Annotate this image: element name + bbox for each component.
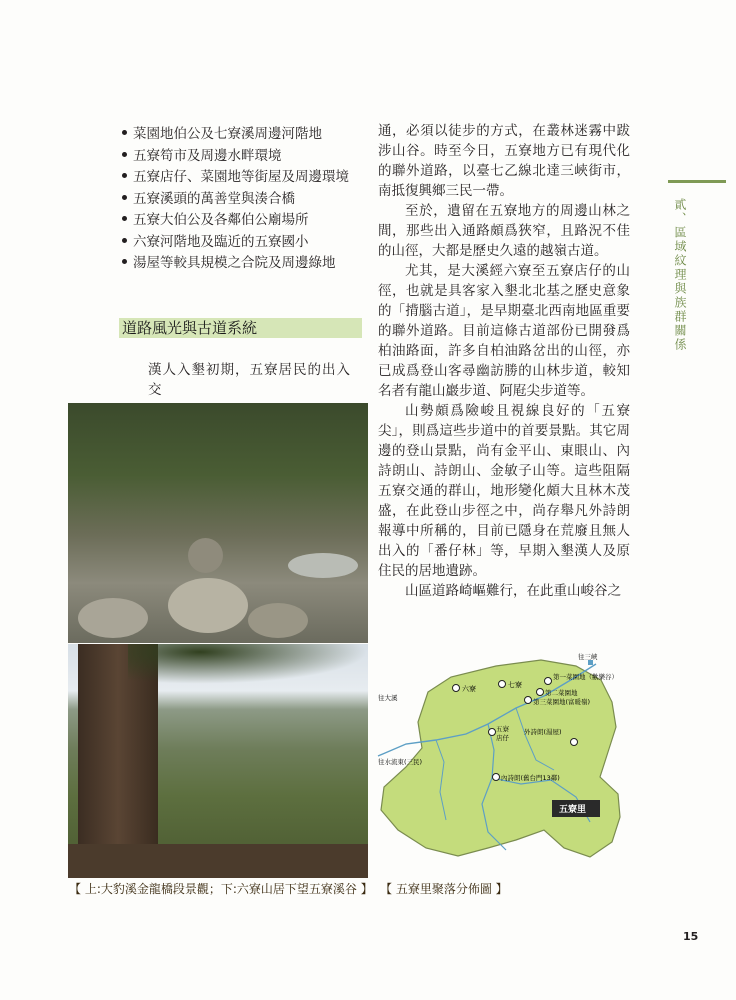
map-settlement-icon [493, 774, 500, 781]
map-label-liuliao: 六寮 [462, 685, 476, 693]
map-settlement-icon [571, 739, 578, 746]
page-number: 15 [683, 930, 699, 943]
section-title: 道路風光與古道系統 [119, 318, 362, 338]
map-settlement-icon [489, 729, 496, 736]
map-label-waishilang: 外詩朗(湯屋) [524, 728, 562, 736]
map-caption: 【 五寮里聚落分佈圖 】 [380, 882, 508, 896]
rock-shape [288, 553, 358, 578]
map-label-to-shuiliudong: 往水流東(三民) [378, 758, 423, 766]
map-settlement-icon [499, 681, 506, 688]
side-tab-label: 貳、區域紋理與族群關係 [673, 198, 687, 352]
map-label-to-daxi: 往大溪 [378, 694, 398, 702]
rock-shape [78, 598, 148, 638]
map-settlement-icon [525, 697, 532, 704]
map-label-qiliao: 七寮 [508, 681, 522, 689]
list-item: 五寮笱市及周邊水畔環境 [122, 146, 372, 168]
rock-shape [188, 538, 223, 573]
paragraph: 通，必須以徒步的方式，在叢林迷霧中跋涉山谷。時至今日，五寮地方已有現代化的聯外道路，以臺七乙線北達三峽街市，南抵復興鄉三民一帶。 [378, 123, 630, 199]
bullet-icon [122, 238, 127, 243]
paragraph: 山勢頗爲險峻且視線良好的「五寮尖」，則爲這些步道中的首要景點。其它周邊的登山景點，尚有金平山、東眼山、內詩朗山、詩朗山、金敏子山等。這些阻隔五寮交通的群山，地形變化頗大且林木茂盛，在此登山步徑之中，尚存舉凡外詩朗報導中所稱的，目前已隱身在荒廢且無人出入的「番仔林」等，早期入墾漢人及原住民的居地遺跡。 [378, 403, 630, 579]
map-label-caiyuan3: 第三菜園地(富暖嶺) [533, 698, 591, 706]
map-label-village: 五寮里 [559, 805, 587, 815]
photo-caption: 【 上:大豹溪金龍橋段景觀；下:六寮山居下望五寮溪谷 】 [69, 882, 373, 896]
side-tab-rule [668, 180, 726, 183]
settlement-map [376, 652, 636, 877]
bullet-icon [122, 216, 127, 221]
map-label-neishilang: 內詩朗(舊台門13鄰) [501, 774, 560, 782]
bullet-list [122, 124, 372, 275]
map-label-wuliao: 五寮 [496, 725, 509, 733]
map-label-caiyuan2: 第二菜園地 [545, 689, 578, 697]
map-settlement-icon [545, 678, 552, 685]
list-item: 湯屋等較具規模之合院及周邊綠地 [122, 253, 372, 275]
map-label-to-sanxia: 往三峽 [578, 653, 598, 661]
list-item: 六寮河階地及臨近的五寮國小 [122, 232, 372, 254]
rock-shape [248, 603, 308, 638]
body-text-column [378, 121, 630, 601]
ground-shape [68, 844, 368, 878]
bullet-icon [122, 173, 127, 178]
bullet-icon [122, 130, 127, 135]
intro-paragraph: 漢人入墾初期，五寮居民的出入交 [148, 362, 351, 398]
map-label-dianzai: 店仔 [496, 734, 509, 742]
bullet-icon [122, 259, 127, 264]
list-item: 五寮店仔、菜園地等街屋及周邊環境 [122, 167, 372, 189]
map-settlement-icon [537, 689, 544, 696]
paragraph: 至於，遺留在五寮地方的周邊山林之間，那些出入通路頗爲狹窄，且路況不佳的山徑，大都是歷史久遠的越嶺古道。 [378, 203, 630, 259]
list-item: 五寮溪頭的萬善堂與湊合橋 [122, 189, 372, 211]
photo-mountain-view [68, 644, 368, 878]
paragraph: 尤其，是大溪經六寮至五寮店仔的山徑，也就是具客家入墾北北基之歷史意象的「揹腦古道」，是早期臺北西南地區重要的聯外道路。目前這條古道部份已開發爲柏油路面，許多自柏油路岔出的山徑，亦已成爲登山客尋幽訪勝的山林步道，較知名者有龍山巖步道、阿屘尖步道等。 [378, 263, 630, 399]
map-label-caiyuan1: 第一菜園地（歡樂谷） [553, 673, 618, 681]
list-item: 五寮大伯公及各鄰伯公廟場所 [122, 210, 372, 232]
paragraph: 山區道路崎嶇難行，在此重山峻谷之 [405, 583, 621, 599]
bullet-icon [122, 195, 127, 200]
map-settlement-icon [453, 685, 460, 692]
canopy-shape [128, 644, 368, 684]
photo-river-valley [68, 403, 368, 643]
list-item: 菜園地伯公及七寮溪周邊河階地 [122, 124, 372, 146]
bullet-icon [122, 152, 127, 157]
rock-shape [168, 578, 248, 633]
